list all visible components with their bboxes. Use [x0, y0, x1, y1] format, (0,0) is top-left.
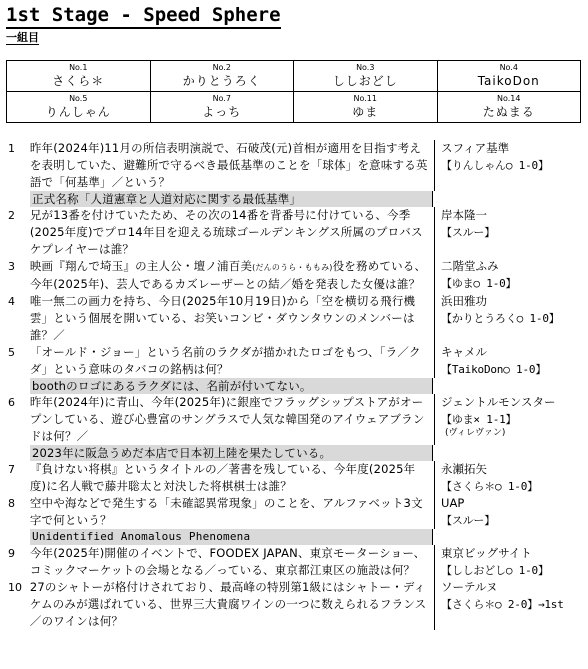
question-row [0, 344, 588, 378]
question-text: 『負けない将棋』というタイトルの／著書を残している、今年度(2025年度)に名人戦で藤井聡太と対決した将棋棋士は誰？ [30, 461, 435, 495]
answer-cell [435, 579, 588, 630]
question-row [0, 258, 588, 293]
answer-cell [435, 495, 588, 529]
question-number: 2 [8, 209, 15, 222]
player-table [6, 60, 581, 123]
answer-text: 浜田雅功 [441, 294, 488, 308]
question-text: 空中や海などで発生する「未確認異常現象」のことを、アルファベット3文字で何という？ [30, 495, 435, 529]
player-number: No.2 [212, 63, 231, 72]
question-number: 7 [8, 463, 15, 476]
player-cell [7, 61, 151, 92]
player-cell [150, 92, 294, 123]
answer-cell [435, 394, 588, 445]
answer-text: UAP [441, 496, 465, 510]
answer-result: 【さくら＊○ 1-0】 [441, 480, 538, 493]
answer-cell [435, 258, 588, 293]
question-row [0, 394, 588, 445]
player-number: No.3 [356, 63, 375, 72]
player-number: No.11 [353, 94, 377, 103]
question-number: 6 [8, 396, 15, 409]
player-number: No.1 [69, 63, 88, 72]
player-number: No.4 [499, 63, 518, 72]
question-row [0, 207, 588, 258]
player-cell [150, 61, 294, 92]
answer-text: キャメル [441, 345, 488, 359]
question-text-part: 役を務めている、今年(2025年)、芸人であるカズレーザーとの結／婚を発表した女優は誰？ [29, 259, 427, 291]
answer-text: 岸本隆一 [441, 208, 488, 222]
question-text: 「オールド・ジョー」という名前のラクダが描かれたロゴをもつ、「ラ／クダ」という意味のタバコの銘柄は何？ [30, 344, 435, 378]
question-number: 1 [8, 142, 15, 155]
player-name: ゆま [352, 105, 379, 119]
player-cell [437, 61, 581, 92]
question-row [0, 579, 588, 630]
player-name: かりとうろく [182, 74, 261, 88]
question-note: 2023年に阪急うめだ本店で日本初上陸を果たしている。 [30, 445, 433, 461]
answer-text: 二階堂ふみ [441, 259, 499, 273]
player-name: たぬまる [482, 105, 535, 119]
question-list [0, 140, 588, 630]
answer-result: 【ゆま× 1-1】 [441, 413, 517, 426]
question-number: 4 [8, 295, 15, 308]
answer-sub: (ヴィレヴァン) [445, 428, 506, 438]
question-note: 正式名称「人道憲章と人道対応に関する最低基準」 [30, 191, 433, 207]
answer-result: 【TaikoDon○ 1-0】 [441, 363, 547, 376]
answer-result: 【ゆま○ 1-0】 [441, 277, 517, 290]
question-number: 5 [8, 346, 15, 359]
question-text-part: 映画『翔んで埼玉』の主人公・壇ノ浦百美 [29, 259, 253, 273]
answer-result: 【りんしゃん○ 1-0】 [441, 159, 549, 172]
ruby-reading: (だんのうら・ももみ) [252, 263, 333, 272]
answer-text: 東京ビッグサイト [441, 546, 532, 560]
answer-result: 【さくら＊○ 2-0】→1st [441, 598, 564, 611]
answer-result: 【かりとうろく○ 1-0】 [441, 312, 560, 325]
group-label: 一組目 [6, 31, 39, 44]
question-text: 今年(2025年)開催のイベントで、FOODEX JAPAN、東京モーターショー、コミックマーケットの会場となる／っている、東京都江東区の施設は何？ [30, 545, 435, 579]
player-name: りんしゃん [45, 105, 111, 119]
question-text: 唯一無二の画力を持ち、今日(2025年10月19日)から「空を横切る飛行機雲」という個展を開いている、お笑いコンビ・ダウンタウンのメンバーは誰？／ [30, 293, 435, 344]
question-number: 8 [8, 497, 15, 510]
player-cell [294, 61, 438, 92]
answer-cell [435, 140, 588, 191]
question-text: 27のシャトーが格付けされており、最高峰の特別第1級にはシャトー・ディケムのみが選ばれている、世界三大貴腐ワインの一つに数えられるフランス／のワインは何？ [30, 579, 435, 630]
player-name: TaikoDon [477, 74, 540, 88]
player-number: No.5 [69, 94, 88, 103]
answer-cell [435, 461, 588, 495]
player-cell [7, 92, 151, 123]
answer-cell [435, 207, 588, 258]
question-text: 昨年(2024年)に青山、今年(2025年)に銀座でフラッグシップストアがオープンしている、遊び心豊富のサングラスで人気な韓国発のアイウェアブランドは何？／ [30, 394, 435, 445]
question-number: 3 [8, 260, 15, 273]
player-number: No.14 [497, 94, 521, 103]
question-note: Unidentified Anomalous Phenomena [30, 529, 433, 545]
question-text: 昨年(2024年)11月の所信表明演説で、石破茂(元)首相が適用を目指す考えを表明していた、避難所で守るべき最低基準のことを「球体」を意味する英語で「何基準」／という？ [30, 140, 435, 191]
question-text [30, 258, 435, 293]
player-name: さくら＊ [52, 74, 105, 88]
answer-cell [435, 545, 588, 579]
answer-cell [435, 344, 588, 378]
player-number: No.7 [212, 94, 231, 103]
answer-text: スフィア基準 [441, 141, 510, 155]
answer-text: ジェントルモンスター [441, 395, 556, 409]
question-row [0, 140, 588, 191]
answer-result: 【スルー】 [441, 514, 496, 527]
player-name: よっち [202, 105, 242, 119]
page-title: 1st Stage - Speed Sphere [6, 4, 281, 29]
answer-cell [435, 293, 588, 344]
question-row [0, 545, 588, 579]
player-cell [437, 92, 581, 123]
question-number: 9 [8, 547, 15, 560]
answer-text: ソーテルヌ [441, 580, 498, 594]
question-row [0, 293, 588, 344]
question-text: 兄が13番を付けていたため、その次の14番を背番号に付けている、今季(2025年度)でプロ14年目を迎える琉球ゴールデンキングス所属のプロバスケプレイヤーは誰？ [30, 207, 435, 258]
question-note: boothのロゴにあるラクダには、名前が付いてない。 [30, 378, 433, 394]
question-number: 10 [8, 581, 22, 594]
answer-result: 【ししおどし○ 1-0】 [441, 564, 549, 577]
answer-text: 永瀬拓矢 [441, 462, 488, 476]
player-name: ししおどし [332, 74, 398, 88]
player-cell [294, 92, 438, 123]
question-row [0, 495, 588, 529]
answer-result: 【スルー】 [441, 226, 496, 239]
question-row [0, 461, 588, 495]
